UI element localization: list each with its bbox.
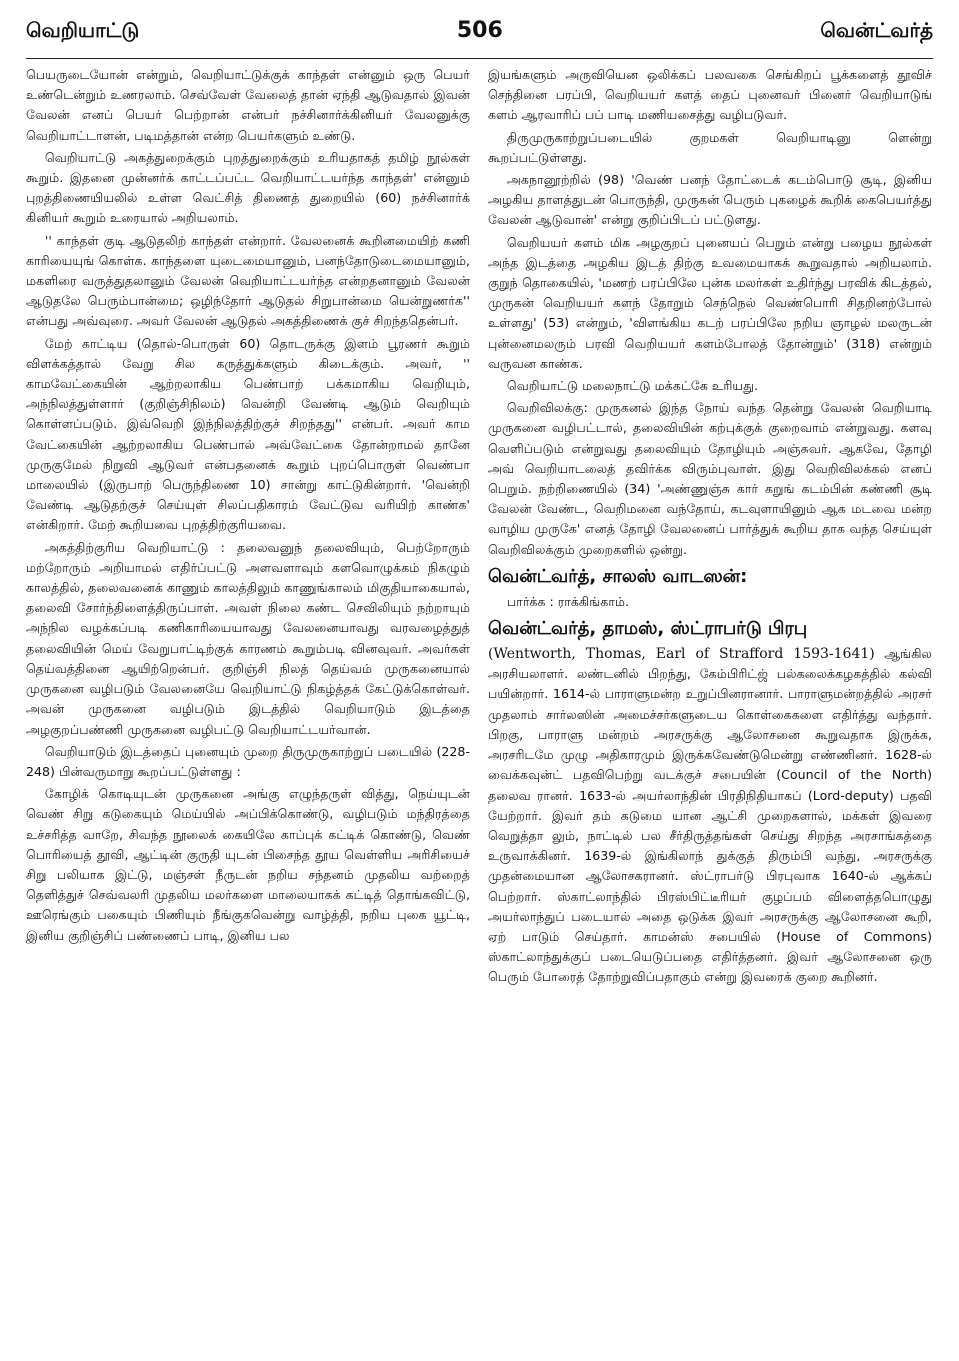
- left-column: [26, 65, 470, 990]
- right-column-paragraph: வெறியயர் களம் மிக அழகுறப் புனையப் பெறும் என்று பழைய நூல்கள் அந்த இடத்தை அழகிய இடத் திற்கு உவமையாகக் கூறுவதால் அறியலாம். குறுந் தொகையில், 'மணற் பரப்பிலே புன்க மலர்கள் உதிர்ந்து பரவிக் கிடத்தல், முருகன் வெறியயர் களந் தோறும் செந்நெல் வெண்பொரி சிதறினற்போல் உள்ளது' (53) என்றும், 'விளங்கிய கடற் பரப்பிலே நறிய ஞாழல் மலருடன் புன்னைமலரும் பரவி வெறியயர் களம்போலத் தோன்றும்' (318) என்றும் வருவன காண்க.: [488, 234, 932, 371]
- entry-body-thomas-wentworth: [488, 644, 932, 987]
- right-column-paragraph: இயங்களும் அருவியென ஒலிக்கப் பலவகை செங்கிறப் பூக்களைத் தூவிச் செந்தினை பரப்பி, வெறியயர் களத் தைப் புனைவர் பினைர் வெறியாடுங் களம் ஆரவாரிப் பப் பாடி மணியசைத்து வழிபடுவர்.: [488, 67, 932, 123]
- left-column-paragraph: பெயருடையோன் என்றும், வெறியாட்டுக்குக் காந்தள் என்னும் ஒரு பெயர் உண்டென்றும் உணரலாம். செவ்வேள் வேலைத் தான் ஏந்தி ஆடுவதால் இவன் வேலன் எனப் பெயர் பெற்றான் என்பர் நச்சினார்க்கினியர் வேலனுக்கு வெறியாட்டாளன், படிமத்தான் என்ற பெயர்களும் உண்டு.: [26, 67, 470, 143]
- entry-heading-charles-watson: வென்ட்வர்த், சாலஸ் வாடஸன்:: [488, 565, 748, 587]
- left-column-paragraph: அகத்திற்குரிய வெறியாட்டு : தலைவனுந் தலைவியும், பெற்றோரும் மற்றோரும் அறியாமல் எதிர்ப்பட்டு அளவளாவும் களவொழுக்கம் நிகழும் காலத்தில், தலைவனைக் காணும் காலத்திலும் காணுங்காலம் மிகுதியாகையால், தலைவி சோர்ந்திளைத்திருப்பாள். அவள் நிலை கண்ட செவிலியும் நற்றாயும் அந்நில வழக்கப்படி கணிகாரியையாவது வேலனையாவது வரவழைத்துத் தலைவியின் மெய் வேறுபாட்டிற்குக் காரணம் கூறும்படி வினவுவர். அவர்கள் தெய்வத்தினை ஆயிற்றென்பர். குறிஞ்சி நிலத் தெய்வம் முருகனையால் முருகனை வழிபடும் வேலனையே வெறியாட்டு நிகழ்த்தக் கேட்டுக்கொள்வர். அவன் முருகனை வழிபடும் இடத்தில் வெறியாடும் இடத்தை அழகுறப்பண்ணி முருகனை வழிபட்டு வெறியாட்டயர்வான்.: [26, 539, 470, 737]
- right-column-paragraph: வெறிவிலக்கு: முருகனல் இந்த நோய் வந்த தென்று வேலன் வெறியாடி முருகனை வழிபட்டால், தலைவியின் கற்புக்குக் குறைவாம் என்றுவது. களவு வெளிப்படும் என்றுவது தலைவியும் தோழியும் அஞ்சுவர். ஆகவே, தோழி அவ் வெறியாடலைத் தவிர்க்க விரும்புவாள். இது வெறிவிலக்கல் எனப் பெறும். நற்றிணையில் (34) 'அண்ணுஞ்சு கார் கறுங் கடம்பின் கண்ணி சூடி வேலன் வேண்ட, வெறிமனை வந்தோய், கடவுளாயினும் ஆக மடவை மன்ற வாழிய முருகே' எனத் தோழி வேலனைப் பார்த்துக் கூறிய தாக வந்த செய்யுள் வெறிவிலக்கும் முறைகளில் ஒன்று.: [488, 400, 932, 557]
- header-right-word: வென்ட்வர்த்: [820, 18, 933, 42]
- running-head: [26, 18, 933, 58]
- right-column-paragraph: திருமுருகாற்றுப்படையில் குறமகள் வெறியாடினு ளென்று கூறப்பட்டுள்ளது.: [488, 129, 932, 165]
- header-left-word: வெறியாட்டு: [26, 18, 140, 42]
- right-column-paragraph: அகநானூற்றில் (98) 'வெண் பனந் தோட்டைக் கடம்பொடு சூடி, இனிய அழகிய தாளத்துடன் பொருந்தி, முருகன் பெரும் புகழைக் கூறிக் கைபெயர்த்து வேலன் ஆடுவான்' என்று குறிப்பிடப் பட்டுளது.: [488, 172, 932, 228]
- entry-heading-thomas-wentworth: [488, 616, 932, 642]
- left-column-paragraph: கோழிக் கொடியுடன் முருகனை அங்கு எழுந்தருள் வித்து, நெய்யுடன் வெண் சிறு கடுகையும் மெய்யில் அப்பிக்கொண்டு, வழிபடும் மந்திரத்தை உச்சரித்த வாறே, சிவந்த நூலைக் கையிலே காப்புக் கட்டிக் கொண்டு, வெண் பொரியைத் தூவி, ஆட்டின் குருதி யுடன் பிசைந்த தூய வெள்ளிய அரிசியைச் சிறு பலியாக இட்டு, மஞ்சள் நீருடன் நறிய சந்தனம் முதலிய வற்றைத் தெளித்துச் செவ்வலரி முதலிய மலர்களை மாலையாகக் கட்டித் தொங்கவிட்டு, ஊரெங்கும் பகையும் பிணியும் நீங்குகவென்று வாழ்த்தி, நறிய புகை யூட்டி, இனிய குறிஞ்சிப் பண்ணைப் பாடி, இனிய பல: [26, 786, 470, 943]
- left-column-paragraph: '' காந்தள் குடி ஆடுதலிற் காந்தள் என்றார். வேலனைக் கூறினமையிற் கணி காரியையுங் கொள்க. காந்தளை யுடைமையானும், பனந்தோடுடைமையானும், மகளிரை வருத்துதலானும் வேலன் வெறியாட்டயர்ந்த என்றதனானும் வேலன் ஆடுதலே பெரும்பான்மை; ஒழிந்தோர் ஆடுதல் சிறுபான்மை யென்றுணர்க'' என்பது அவ்வுரை. அவர் வேலன் ஆடுதல் அகத்திணைக் குச் சிறந்ததென்பர்.: [26, 232, 470, 329]
- entry-see-reference: பார்க்க : ராக்கிங்காம்.: [506, 593, 630, 609]
- right-column: [488, 65, 932, 990]
- right-column-paragraphs: [488, 65, 932, 560]
- header-rule: [26, 58, 933, 59]
- entry-body-text: ஆங்கில அரசியலாளர். லண்டனில் பிறந்து, கேம்பிரிட்ஜ் பல்கலைக்கழகத்தில் கல்வி பயின்றார். 1614-ல் பாராளுமன்ற உறுப்பினரானார். பாராளுமன்றத்தில் அரசர் முதலாம் சார்லஸின் அமைச்சர்களுடைய கொள்கைகளை எதிர்த்து வந்தார். பிறகு, பாராளு மன்றம் அரசருக்கு ஆலோசனை கூறுவதாக இருக்க, அரசரிடமே முழு அதிகாரமும் இருக்கவேண்டுமென்று எண்ணினர். 1628-ல் வைக்கவுன்ட் பதவிபெற்று வடக்குச் சபையின் (Council of the North) தலைவ ரானர். 1633-ல் அயர்லாந்தின் பிரதிநிதியாகப் (Lord-deputy) பதவி யேற்றார். இவர் தம் கடுமை யான ஆட்சி முறைகளால், மக்கள் இவரை வெறுத்தா லும், நாட்டில் பல சீர்திருத்தங்கள் செய்து சிறந்த அரசாங்கத்தை உருவாக்கினர். 1639-ல் இங்கிலாந் துக்குத் திரும்பி வந்து, அரசருக்கு முதன்மையான ஆலோசகரானர். ஸ்ட்ராபர்டு பிரபுவாக 1640-ல் ஆக்கப் பெற்றார். ஸ்காட்லாந்தில் பிரஸ்பிட்டீரியர் குழப்பம் விளைத்தபொழுது அயர்லாந்துப் படையால் அதை ஒடுக்க இவர் அரசருக்கு ஆலோசனை கூறி, ஏற் பாடும் செய்தார். காமன்ஸ் சபையில் (House of Commons) ஸ்காட்லாந்துக்குப் படையெடுப்பதை எதிர்த்தனர். இவர் ஆலோசனை ஒரு பெரும் போரைத் தோற்றுவிப்பதாகும் என்று இவரைக் குறை கூறினர்.: [488, 646, 932, 985]
- page-number: 506: [456, 18, 503, 43]
- entry-heading-tamil: வென்ட்வர்த், தாமஸ், ஸ்ட்ராபர்டு பிரபு: [488, 618, 808, 640]
- left-column-paragraph: மேற் காட்டிய (தொல்-பொருள் 60) தொடருக்கு இளம் பூரணர் கூறும் விளக்கத்தால் வேறு சில கருத்துக்களும் கிடைக்கும். அவர், '' காமவேட்கையின் ஆற்றலாகிய பெண்பாற் பக்கமாகிய வெறியும், அந்நிலத்துள்ளார் (குறிஞ்சிநிலம்) வென்றி வேண்டி ஆடும் வெறியும் கொள்ளப்படும். இவ்வெறி இந்நிலத்திற்குச் சிறந்தது'' என்பர். அவர் காம வேட்கையின் ஆற்றலாகிய பெண்பால் அவ்வேட்கை தோன்றாமல் தானே முருகுமேல் நிறுவி ஆடுவர் என்பதனைக் கூறும் புறப்பொருள் வெண்பா மாலையில் (இருபாற் பெருந்திணை 10) சான்று காட்டுகின்றார். 'வென்றி வேண்டி ஆடுதற்குச் செய்யுள் சிலப்பதிகாரம் வேட்டுவ வரியிற் காண்க' என்கிறார். மேற் கூறியவை புறத்திற்குரியவை.: [26, 335, 470, 533]
- left-column-paragraph: வெறியாட்டு அகத்துறைக்கும் புறத்துறைக்கும் உரியதாகத் தமிழ் நூல்கள் கூறும். இதனை முன்னர்க் காட்டப்பட்ட வெறியாட்டயர்ந்த காந்தள்' என்னும் புறத்திணையியலில் உள்ள வெட்சித் திணைத் துறையில் (60) நச்சினார்க் கினியர் கூறும் உரையால் அறியலாம்.: [26, 149, 470, 226]
- entry-english-name: (Wentworth, Thomas, Earl of Strafford 1593-1641): [488, 646, 875, 663]
- left-column-paragraph: வெறியாடும் இடத்தைப் புனையும் முறை திருமுருகாற்றுப் படையில் (228-248) பின்வருமாறு கூறப்பட்டுள்ளது :: [26, 743, 470, 779]
- right-column-paragraph: வெறியாட்டு மலைநாட்டு மக்கட்கே உரியது.: [506, 378, 759, 394]
- two-column-body: [26, 65, 933, 990]
